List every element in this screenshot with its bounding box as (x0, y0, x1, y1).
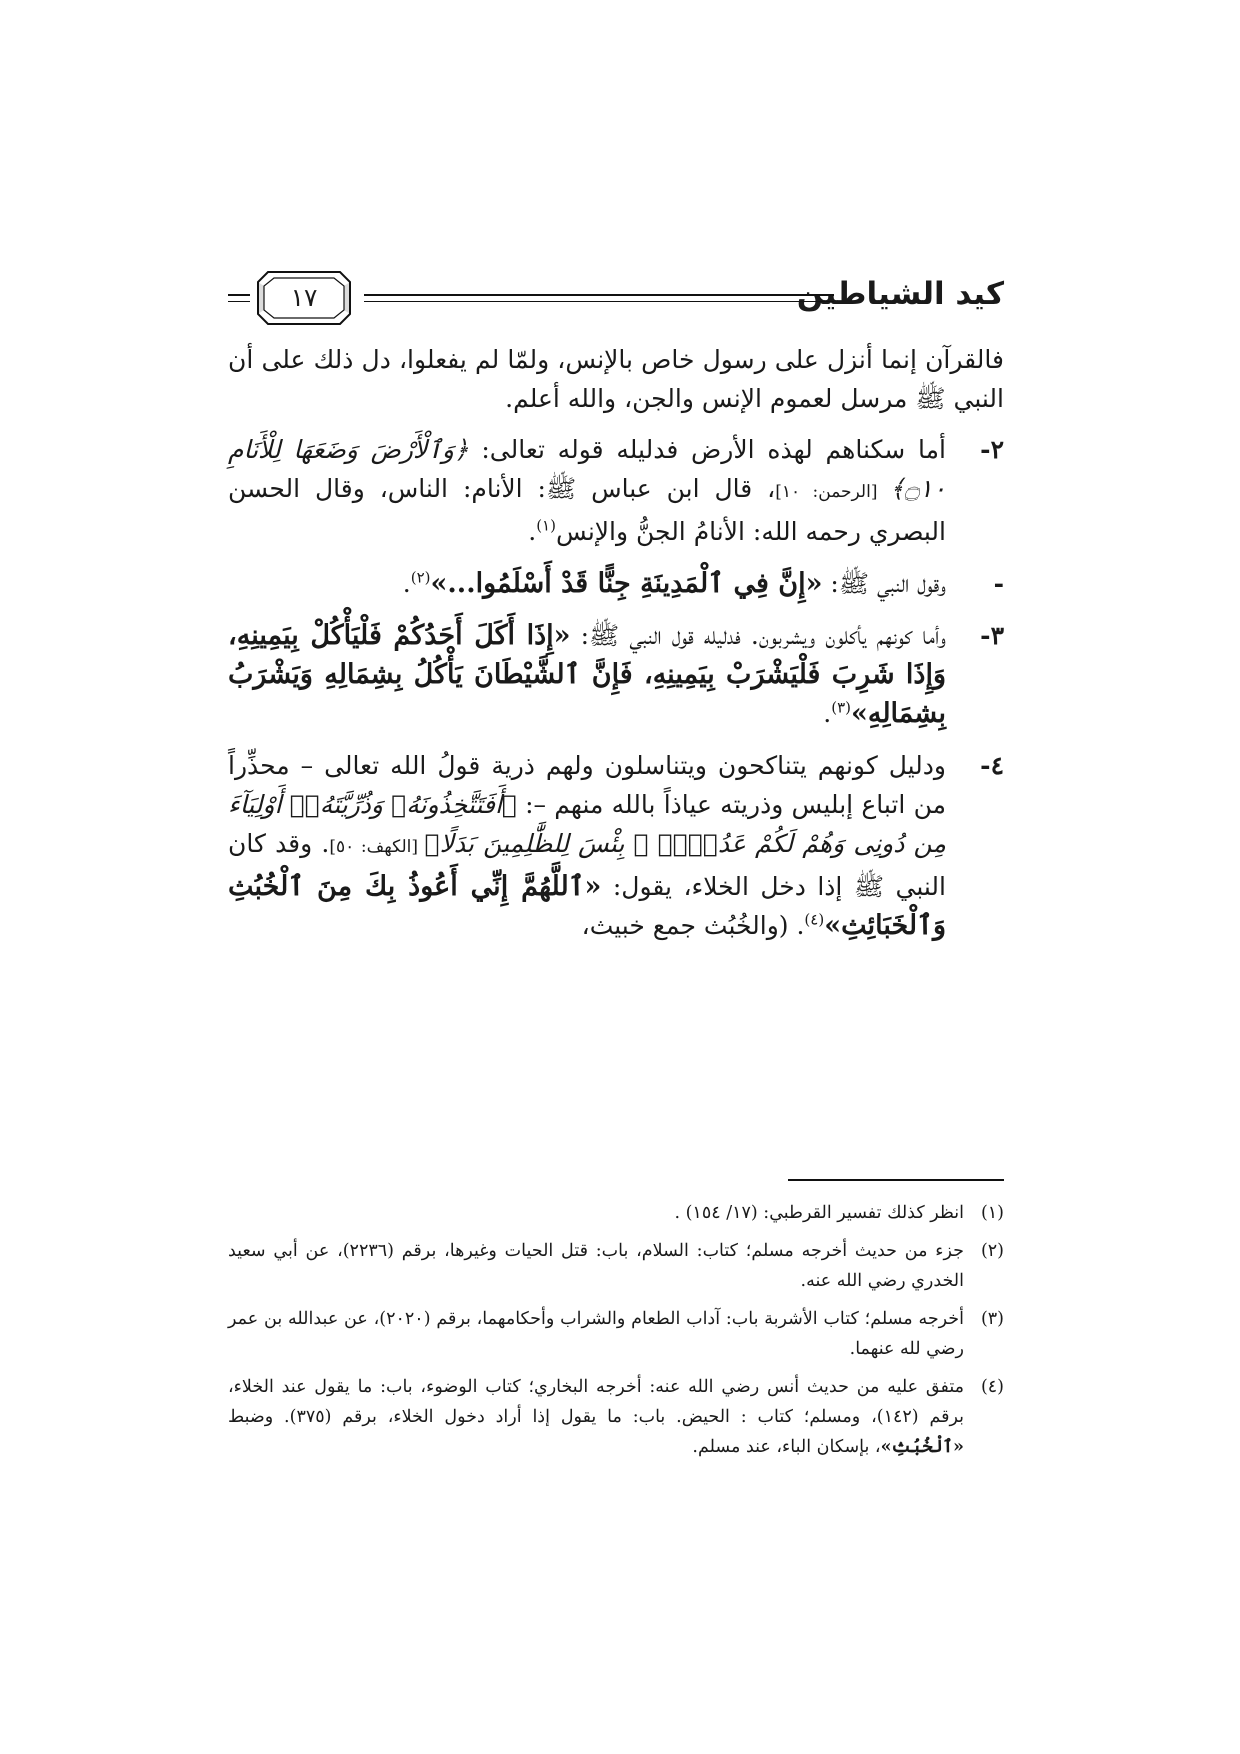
footnote-3 (228, 1304, 1004, 1364)
footnote-number: (٢) (980, 1241, 1004, 1261)
footnote-ref: (٤) (804, 910, 825, 929)
footnote-4 (228, 1372, 1004, 1462)
item-lead: ودليل كونهم يتناكحون ويتناسلون ولهم ذرية قولُ الله تعالى – محذِّراً من اتباع إبليس وذريته عياذاً بالله منهم –: (228, 751, 946, 819)
item-number: - (993, 569, 1004, 598)
footnote-ref: (١) (536, 516, 556, 535)
item-text: ، قال ابن عباس ﷺ: الأنام: الناس، وقال الحسن البصري رحمه الله: الأنامُ الجنُّ والإنس (228, 474, 946, 546)
footnote-separator (788, 1179, 1004, 1181)
quran-verse: ﴿وَٱلْأَرْضَ وَضَعَهَا لِلْأَنَامِ ۝١٠﴾ (228, 435, 947, 503)
item-end: . (والخُبُث جمع خبيث، (581, 911, 805, 940)
item-end: . (528, 517, 537, 546)
item-text: . وقد كان النبي ﷺ إذا دخل الخلاء، يقول: (228, 829, 946, 901)
hadith-text: «ٱللَّهُمَّ إِنِّي أَعُوذُ بِكَ مِنَ ٱلْخُبُثِ وَٱلْخَبَائِثِ» (228, 871, 946, 941)
item-end: . (402, 569, 411, 598)
footnote-number: (١) (980, 1203, 1004, 1223)
item-lead: وأما كونهم يأكلون ويشربون. فدليله قول النبي ﷺ: (570, 621, 946, 650)
running-title: كيد الشياطين (796, 276, 1004, 312)
item-end: . (823, 699, 832, 728)
item-lead: وقول النبي ﷺ: (822, 569, 946, 598)
item-number: ٢- (980, 435, 1004, 464)
footnote-text: أخرجه مسلم؛ كتاب الأشربة باب: آداب الطعام والشراب وأحكامهما، برقم (٢٠٢٠)، عن عبدالله بن عمر رضي لله عنهما. (228, 1309, 964, 1359)
footnote-text: جزء من حديث أخرجه مسلم؛ كتاب: السلام، باب: قتل الحيات وغيرها، برقم (٢٢٣٦)، عن أبي سعيد الخدري رضي الله عنه. (228, 1241, 964, 1291)
item-lead: أما سكناهم لهذه الأرض فدليله قوله تعالى: (468, 435, 946, 464)
list-item-3 (228, 616, 1004, 733)
page-header (228, 270, 1004, 332)
list-item-dash (228, 564, 1004, 603)
footnote-number: (٤) (980, 1377, 1004, 1397)
footnotes (228, 1198, 1004, 1470)
verse-citation: [الرحمن: ١٠] (775, 482, 890, 502)
footnote-2 (228, 1236, 1004, 1296)
list-item-4 (228, 746, 1004, 945)
footnote-bold-term: «ٱلْخُبُثِ» (880, 1437, 964, 1457)
footnote-ref: (٢) (410, 568, 431, 587)
verse-citation: [الكهف: ٥٠] (329, 837, 425, 857)
quran-verse: ﴿أَفَتَتَّخِذُونَهُۥ وَذُرِّيَّتَهُۥٓ أَوْلِيَآءَ مِن دُونِى وَهُمْ لَكُمْ عَدُوٌّۢ ۚ بِئْسَ لِلظَّٰلِمِينَ بَدَلًا﴾ (228, 790, 946, 858)
footnote-1 (228, 1198, 1004, 1228)
page-number-badge (256, 270, 352, 326)
main-text (228, 340, 1004, 958)
header-rule-left (228, 294, 250, 296)
footnote-text-end: ، بإسكان الباء، عند مسلم. (692, 1437, 881, 1457)
page-number: ١٧ (290, 283, 318, 312)
list-item-2 (228, 430, 1004, 551)
item-number: ٤- (980, 751, 1004, 780)
header-rule-left-thin (228, 301, 250, 302)
header-rule-right (364, 294, 834, 296)
footnote-text: متفق عليه من حديث أنس رضي الله عنه: أخرجه البخاري؛ كتاب الوضوء، باب: ما يقول عند الخلاء، برقم (١٤٢)، ومسلم؛ كتاب : الحيض. باب: ما يقول إذا أراد دخول الخلاء، برقم (٣٧٥). وضبط (228, 1377, 965, 1427)
footnote-number: (٣) (980, 1309, 1004, 1329)
hadith-text: «إِذَا أَكَلَ أَحَدُكُمْ فَلْيَأْكُلْ بِيَمِينِهِ، وَإِذَا شَرِبَ فَلْيَشْرَبْ بِيَمِينِهِ، فَإِنَّ ٱلشَّيْطَانَ يَأْكُلُ بِشِمَالِهِ وَيَشْرَبُ بِشِمَالِهِ» (228, 620, 946, 729)
item-number: ٣- (980, 621, 1004, 650)
footnote-ref: (٣) (831, 698, 851, 717)
hadith-text: «إِنَّ فِي ٱلْمَدِينَةِ جِنًّا قَدْ أَسْلَمُوا...» (430, 568, 823, 599)
footnote-text: انظر كذلك تفسير القرطبي: (١٧/ ١٥٤) . (674, 1203, 964, 1223)
intro-paragraph: فالقرآن إنما أنزل على رسول خاص بالإنس، ولمّا لم يفعلوا، دل ذلك على أن النبي ﷺ مرسل لعموم الإنس والجن، والله أعلم. (228, 345, 1004, 413)
header-rule-right-thin (364, 301, 834, 302)
